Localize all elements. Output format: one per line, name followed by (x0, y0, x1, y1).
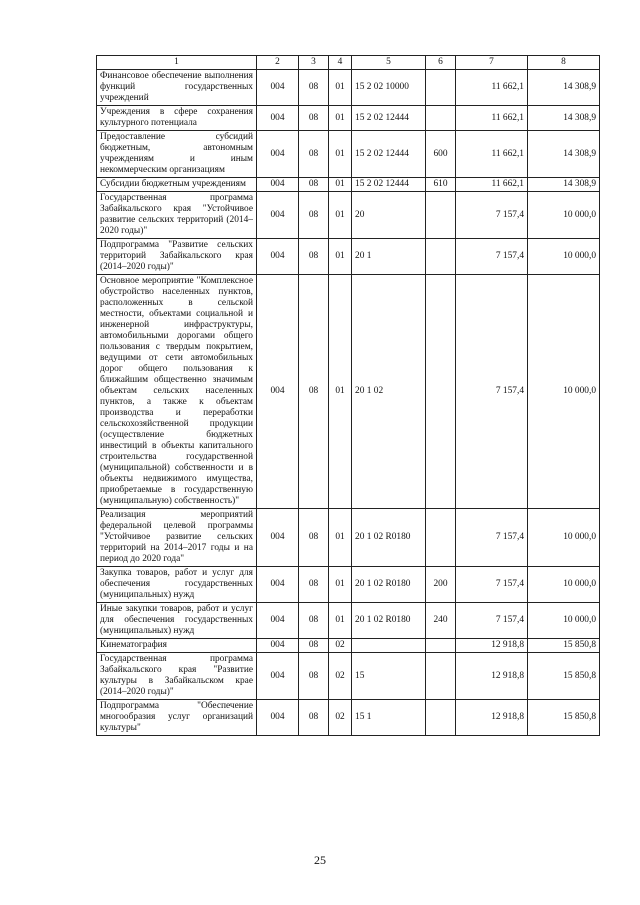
ministry-code-cell: 004 (257, 131, 299, 178)
amount-col8-cell: 14 308,9 (528, 178, 600, 192)
ministry-code-cell: 004 (257, 700, 299, 736)
expense-type-cell: 240 (426, 603, 456, 639)
subsection-code-cell: 01 (329, 70, 352, 106)
ministry-code-cell: 004 (257, 70, 299, 106)
amount-col7-cell: 7 157,4 (456, 603, 528, 639)
table-row (97, 653, 600, 700)
amount-col7-cell: 12 918,8 (456, 653, 528, 700)
expense-type-cell: 200 (426, 567, 456, 603)
table-row (97, 192, 600, 239)
expense-type-cell (426, 700, 456, 736)
subsection-code-cell: 01 (329, 567, 352, 603)
subsection-code-cell: 01 (329, 275, 352, 509)
subsection-code-cell: 02 (329, 653, 352, 700)
table-body (97, 70, 600, 736)
ministry-code-cell: 004 (257, 239, 299, 275)
section-code-cell: 08 (299, 131, 329, 178)
ministry-code-cell: 004 (257, 192, 299, 239)
subsection-code-cell: 02 (329, 700, 352, 736)
table-row (97, 700, 600, 736)
expense-type-cell: 600 (426, 131, 456, 178)
subsection-code-cell: 01 (329, 131, 352, 178)
table-row (97, 509, 600, 567)
ministry-code-cell: 004 (257, 653, 299, 700)
column-header: 6 (426, 56, 456, 70)
amount-col8-cell: 10 000,0 (528, 509, 600, 567)
amount-col8-cell: 14 308,9 (528, 70, 600, 106)
row-name-cell: Государственная программа Забайкальского края "Устойчивое развитие сельских территорий (2014–2020 годы)" (97, 192, 257, 239)
column-header: 3 (299, 56, 329, 70)
subsection-code-cell: 02 (329, 639, 352, 653)
section-code-cell: 08 (299, 192, 329, 239)
ministry-code-cell: 004 (257, 567, 299, 603)
ministry-code-cell: 004 (257, 603, 299, 639)
column-header: 8 (528, 56, 600, 70)
table-row (97, 239, 600, 275)
amount-col7-cell: 7 157,4 (456, 239, 528, 275)
expense-type-cell (426, 639, 456, 653)
row-name-cell: Иные закупки товаров, работ и услуг для обеспечения государственных (муниципальных) нужд (97, 603, 257, 639)
subsection-code-cell: 01 (329, 603, 352, 639)
section-code-cell: 08 (299, 603, 329, 639)
amount-col8-cell: 14 308,9 (528, 106, 600, 131)
row-name-cell: Подпрограмма "Обеспечение многообразия услуг организаций культуры" (97, 700, 257, 736)
amount-col7-cell: 7 157,4 (456, 275, 528, 509)
expense-type-cell (426, 70, 456, 106)
section-code-cell: 08 (299, 639, 329, 653)
page-number: 25 (314, 853, 326, 867)
row-name-cell: Государственная программа Забайкальского края "Развитие культуры в Забайкальском крае (2014–2020 годы)" (97, 653, 257, 700)
expense-type-cell (426, 653, 456, 700)
target-article-cell: 20 1 02 R0180 (352, 567, 426, 603)
target-article-cell: 20 1 02 (352, 275, 426, 509)
row-name-cell: Предоставление субсидий бюджетным, автономным учреждениям и иным некоммерческим организациям (97, 131, 257, 178)
target-article-cell: 20 (352, 192, 426, 239)
ministry-code-cell: 004 (257, 275, 299, 509)
section-code-cell: 08 (299, 239, 329, 275)
row-name-cell: Финансовое обеспечение выполнения функций государственных учреждений (97, 70, 257, 106)
amount-col7-cell: 12 918,8 (456, 639, 528, 653)
column-header: 5 (352, 56, 426, 70)
section-code-cell: 08 (299, 178, 329, 192)
subsection-code-cell: 01 (329, 192, 352, 239)
column-header: 1 (97, 56, 257, 70)
ministry-code-cell: 004 (257, 178, 299, 192)
row-name-cell: Реализация мероприятий федеральной целевой программы "Устойчивое развитие сельских территорий на 2014–2017 годы и на период до 2020 года" (97, 509, 257, 567)
ministry-code-cell: 004 (257, 639, 299, 653)
expense-type-cell (426, 239, 456, 275)
target-article-cell: 15 2 02 10000 (352, 70, 426, 106)
section-code-cell: 08 (299, 275, 329, 509)
table-row (97, 70, 600, 106)
expense-type-cell (426, 106, 456, 131)
table-row (97, 275, 600, 509)
amount-col8-cell: 14 308,9 (528, 131, 600, 178)
section-code-cell: 08 (299, 106, 329, 131)
amount-col7-cell: 11 662,1 (456, 178, 528, 192)
amount-col7-cell: 11 662,1 (456, 131, 528, 178)
subsection-code-cell: 01 (329, 106, 352, 131)
column-header: 4 (329, 56, 352, 70)
budget-table (96, 55, 600, 736)
amount-col8-cell: 15 850,8 (528, 639, 600, 653)
row-name-cell: Учреждения в сфере сохранения культурного потенциала (97, 106, 257, 131)
section-code-cell: 08 (299, 653, 329, 700)
table-row (97, 106, 600, 131)
ministry-code-cell: 004 (257, 106, 299, 131)
table-row (97, 567, 600, 603)
target-article-cell: 15 2 02 12444 (352, 131, 426, 178)
amount-col7-cell: 7 157,4 (456, 192, 528, 239)
amount-col7-cell: 7 157,4 (456, 567, 528, 603)
target-article-cell: 20 1 02 R0180 (352, 509, 426, 567)
target-article-cell: 15 1 (352, 700, 426, 736)
expense-type-cell (426, 192, 456, 239)
ministry-code-cell: 004 (257, 509, 299, 567)
amount-col7-cell: 11 662,1 (456, 106, 528, 131)
amount-col8-cell: 10 000,0 (528, 239, 600, 275)
subsection-code-cell: 01 (329, 509, 352, 567)
expense-type-cell (426, 275, 456, 509)
table-row (97, 639, 600, 653)
target-article-cell (352, 639, 426, 653)
amount-col8-cell: 15 850,8 (528, 653, 600, 700)
row-name-cell: Основное мероприятие "Комплексное обустройство населенных пунктов, расположенных в сельской местности, объектами социальной и инженерной инфраструктуры, автомобильными дорогами общего пользования с твердым покрытием, ведущими от сети автомобильных дорог общего пользования к ближайшим общественно значимым объектам сельских населенных пунктов, а также к объектам производства и переработки сельскохозяйственной продукции (осуществление бюджетных инвестиций в объекты капитального строительства государственной (муниципальной) собственности и в объекты недвижимого имущества, приобретаемые в государственную (муниципальную) собственность)" (97, 275, 257, 509)
target-article-cell: 15 (352, 653, 426, 700)
row-name-cell: Субсидии бюджетным учреждениям (97, 178, 257, 192)
table-row (97, 603, 600, 639)
row-name-cell: Кинематография (97, 639, 257, 653)
subsection-code-cell: 01 (329, 239, 352, 275)
column-header: 2 (257, 56, 299, 70)
amount-col7-cell: 7 157,4 (456, 509, 528, 567)
amount-col8-cell: 10 000,0 (528, 192, 600, 239)
target-article-cell: 15 2 02 12444 (352, 178, 426, 192)
amount-col8-cell: 15 850,8 (528, 700, 600, 736)
amount-col8-cell: 10 000,0 (528, 567, 600, 603)
target-article-cell: 20 1 02 R0180 (352, 603, 426, 639)
amount-col8-cell: 10 000,0 (528, 603, 600, 639)
section-code-cell: 08 (299, 700, 329, 736)
table-row (97, 131, 600, 178)
expense-type-cell (426, 509, 456, 567)
target-article-cell: 20 1 (352, 239, 426, 275)
header-row (97, 56, 600, 70)
subsection-code-cell: 01 (329, 178, 352, 192)
table-row (97, 178, 600, 192)
amount-col7-cell: 12 918,8 (456, 700, 528, 736)
target-article-cell: 15 2 02 12444 (352, 106, 426, 131)
section-code-cell: 08 (299, 509, 329, 567)
section-code-cell: 08 (299, 70, 329, 106)
section-code-cell: 08 (299, 567, 329, 603)
amount-col8-cell: 10 000,0 (528, 275, 600, 509)
row-name-cell: Подпрограмма "Развитие сельских территорий Забайкальского края (2014–2020 годы)" (97, 239, 257, 275)
row-name-cell: Закупка товаров, работ и услуг для обеспечения государственных (муниципальных) нужд (97, 567, 257, 603)
column-header: 7 (456, 56, 528, 70)
expense-type-cell: 610 (426, 178, 456, 192)
amount-col7-cell: 11 662,1 (456, 70, 528, 106)
